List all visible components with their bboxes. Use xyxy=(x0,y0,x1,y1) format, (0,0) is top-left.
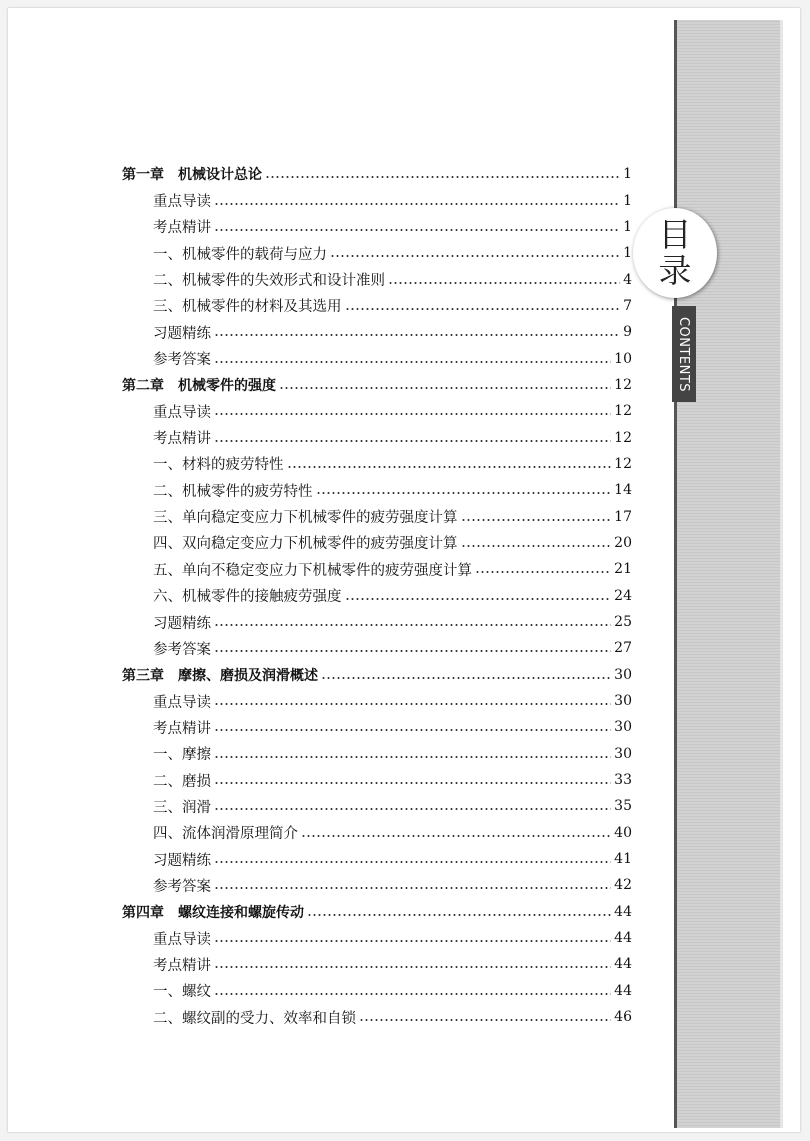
dot-leader xyxy=(214,729,611,731)
toc-entry-page: 9 xyxy=(623,324,632,341)
contents-tab xyxy=(672,306,696,402)
toc-section-entry[interactable] xyxy=(122,609,632,635)
toc-entry-page: 24 xyxy=(614,587,632,604)
toc-section-entry[interactable] xyxy=(122,925,632,951)
toc-entry-page: 25 xyxy=(614,614,632,631)
dot-leader xyxy=(214,966,611,968)
toc-section-entry[interactable] xyxy=(122,503,632,529)
toc-entry-title: 参考答案 xyxy=(153,641,211,658)
toc-entry-page: 21 xyxy=(614,561,632,578)
toc-section-entry[interactable] xyxy=(122,451,632,477)
toc-section-entry[interactable] xyxy=(122,793,632,819)
dot-leader xyxy=(214,229,620,231)
toc-entry-page: 12 xyxy=(614,455,632,472)
toc-entry-page: 42 xyxy=(614,877,632,894)
toc-section-entry[interactable] xyxy=(122,293,632,319)
toc-entry-page: 1 xyxy=(623,245,632,262)
toc-section-entry[interactable] xyxy=(122,319,632,345)
toc-section-entry[interactable] xyxy=(122,398,632,424)
toc-entry-title: 第二章 机械零件的强度 xyxy=(122,377,276,394)
dot-leader xyxy=(214,413,611,415)
toc-section-entry[interactable] xyxy=(122,767,632,793)
toc-entry-page: 12 xyxy=(614,376,632,393)
toc-entry-title: 考点精讲 xyxy=(153,720,211,737)
dot-leader xyxy=(214,887,611,889)
dot-leader xyxy=(475,571,611,573)
dot-leader xyxy=(214,703,611,705)
toc-entry-page: 30 xyxy=(614,693,632,710)
toc-entry-title: 一、螺纹 xyxy=(153,984,211,1001)
toc-entry-title: 四、双向稳定变应力下机械零件的疲劳强度计算 xyxy=(153,536,458,553)
mulu-badge xyxy=(633,208,717,298)
toc-entry-title: 六、机械零件的接触疲劳强度 xyxy=(153,589,342,606)
toc-entry-page: 30 xyxy=(614,666,632,683)
toc-section-entry[interactable] xyxy=(122,714,632,740)
toc-entry-title: 重点导读 xyxy=(153,931,211,948)
toc-section-entry[interactable] xyxy=(122,872,632,898)
dot-leader xyxy=(265,176,620,178)
toc-entry-page: 10 xyxy=(614,350,632,367)
toc-entry-title: 二、机械零件的失效形式和设计准则 xyxy=(153,273,385,290)
toc-section-entry[interactable] xyxy=(122,688,632,714)
book-page xyxy=(8,8,800,1132)
toc-entry-title: 四、流体润滑原理简介 xyxy=(153,826,298,843)
dot-leader xyxy=(345,308,621,310)
toc-entry-page: 35 xyxy=(614,798,632,815)
toc-entry-page: 44 xyxy=(614,930,632,947)
toc-entry-title: 习题精练 xyxy=(153,325,211,342)
toc-section-entry[interactable] xyxy=(122,477,632,503)
dot-leader xyxy=(214,940,611,942)
toc-entry-page: 44 xyxy=(614,903,632,920)
dot-leader xyxy=(330,255,620,257)
dot-leader xyxy=(279,387,611,389)
toc-section-entry[interactable] xyxy=(122,556,632,582)
toc-entry-page: 30 xyxy=(614,745,632,762)
toc-entry-title: 考点精讲 xyxy=(153,431,211,448)
toc-entry-title: 参考答案 xyxy=(153,352,211,369)
toc-section-entry[interactable] xyxy=(122,214,632,240)
toc-entry-page: 41 xyxy=(614,851,632,868)
dot-leader xyxy=(388,282,620,284)
toc-entry-page: 46 xyxy=(614,1009,632,1026)
toc-entry-title: 第三章 摩擦、磨损及润滑概述 xyxy=(122,667,318,684)
toc-section-entry[interactable] xyxy=(122,266,632,292)
toc-chapter-entry[interactable] xyxy=(122,161,632,187)
dot-leader xyxy=(461,519,612,521)
toc-entry-page: 33 xyxy=(614,772,632,789)
toc-section-entry[interactable] xyxy=(122,635,632,661)
toc-entry-page: 17 xyxy=(614,508,632,525)
mulu-label: 目录 xyxy=(658,215,692,290)
dot-leader xyxy=(461,545,612,547)
toc-chapter-entry[interactable] xyxy=(122,372,632,398)
toc-section-entry[interactable] xyxy=(122,951,632,977)
side-decorative-band xyxy=(674,20,783,1128)
toc-entry-title: 三、机械零件的材料及其选用 xyxy=(153,299,342,316)
toc-entry-page: 30 xyxy=(614,719,632,736)
toc-entry-title: 重点导读 xyxy=(153,404,211,421)
toc-entry-title: 一、机械零件的载荷与应力 xyxy=(153,246,327,263)
toc-section-entry[interactable] xyxy=(122,1004,632,1030)
toc-entry-title: 习题精练 xyxy=(153,615,211,632)
toc-entry-title: 三、单向稳定变应力下机械零件的疲劳强度计算 xyxy=(153,510,458,527)
toc-entry-title: 二、机械零件的疲劳特性 xyxy=(153,483,313,500)
dot-leader xyxy=(214,361,611,363)
toc-section-entry[interactable] xyxy=(122,846,632,872)
contents-label: CONTENTS xyxy=(676,316,692,392)
toc-entry-title: 重点导读 xyxy=(153,194,211,211)
toc-entry-title: 重点导读 xyxy=(153,694,211,711)
toc-section-entry[interactable] xyxy=(122,978,632,1004)
toc-entry-page: 44 xyxy=(614,982,632,999)
dot-leader xyxy=(214,993,611,995)
toc-section-entry[interactable] xyxy=(122,530,632,556)
dot-leader xyxy=(214,808,611,810)
toc-entry-page: 12 xyxy=(614,403,632,420)
dot-leader xyxy=(214,334,620,336)
toc-entry-page: 7 xyxy=(623,297,632,314)
toc-entry-title: 考点精讲 xyxy=(153,220,211,237)
toc-entry-page: 20 xyxy=(614,534,632,551)
toc-entry-page: 12 xyxy=(614,429,632,446)
toc-entry-title: 第一章 机械设计总论 xyxy=(122,167,262,184)
dot-leader xyxy=(214,756,611,758)
toc-entry-title: 习题精练 xyxy=(153,852,211,869)
toc-entry-title: 第四章 螺纹连接和螺旋传动 xyxy=(122,904,304,921)
toc-entry-title: 一、摩擦 xyxy=(153,747,211,764)
dot-leader xyxy=(214,861,611,863)
toc-entry-title: 二、磨损 xyxy=(153,773,211,790)
dot-leader xyxy=(214,650,611,652)
toc-section-entry[interactable] xyxy=(122,240,632,266)
toc-section-entry[interactable] xyxy=(122,187,632,213)
toc-entry-title: 三、润滑 xyxy=(153,799,211,816)
toc-entry-title: 参考答案 xyxy=(153,878,211,895)
dot-leader xyxy=(214,440,611,442)
dot-leader xyxy=(307,914,611,916)
toc-entry-title: 一、材料的疲劳特性 xyxy=(153,457,284,474)
dot-leader xyxy=(214,624,611,626)
toc-entry-title: 考点精讲 xyxy=(153,957,211,974)
dot-leader xyxy=(301,835,611,837)
dot-leader xyxy=(214,203,620,205)
toc-section-entry[interactable] xyxy=(122,741,632,767)
table-of-contents xyxy=(122,161,632,1030)
dot-leader xyxy=(359,1019,611,1021)
toc-entry-title: 二、螺纹副的受力、效率和自锁 xyxy=(153,1010,356,1027)
dot-leader xyxy=(321,677,611,679)
dot-leader xyxy=(214,782,611,784)
toc-section-entry[interactable] xyxy=(122,820,632,846)
toc-section-entry[interactable] xyxy=(122,583,632,609)
toc-entry-page: 14 xyxy=(614,482,632,499)
dot-leader xyxy=(287,466,612,468)
toc-entry-page: 44 xyxy=(614,956,632,973)
dot-leader xyxy=(345,598,612,600)
toc-entry-page: 1 xyxy=(623,192,632,209)
toc-chapter-entry[interactable] xyxy=(122,662,632,688)
toc-entry-page: 1 xyxy=(623,218,632,235)
dot-leader xyxy=(316,492,612,494)
toc-entry-page: 1 xyxy=(623,166,632,183)
toc-section-entry[interactable] xyxy=(122,424,632,450)
toc-chapter-entry[interactable] xyxy=(122,899,632,925)
toc-entry-title: 五、单向不稳定变应力下机械零件的疲劳强度计算 xyxy=(153,562,472,579)
toc-section-entry[interactable] xyxy=(122,345,632,371)
toc-entry-page: 27 xyxy=(614,640,632,657)
toc-entry-page: 4 xyxy=(623,271,632,288)
toc-entry-page: 40 xyxy=(614,824,632,841)
